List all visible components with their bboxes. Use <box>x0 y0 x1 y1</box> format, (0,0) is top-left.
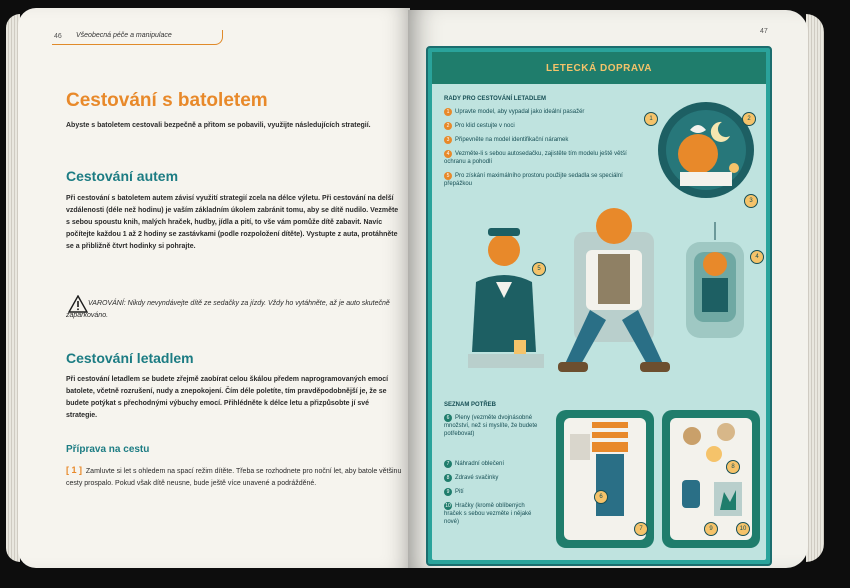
list-heading: SEZNAM POTŘEB <box>444 402 497 408</box>
plane-heading: Cestování letadlem <box>66 350 194 366</box>
badge-7: 7 <box>634 522 648 536</box>
car-heading: Cestování autem <box>66 168 179 184</box>
panel-title: LETECKÁ DOPRAVA <box>545 63 653 74</box>
badge-9: 9 <box>704 522 718 536</box>
tip-item: 3 Připevněte na model identifikační náramek <box>444 136 654 144</box>
suitcase-illustration <box>554 402 762 552</box>
passenger-illustration <box>544 202 684 382</box>
air-travel-infographic <box>426 46 772 566</box>
tip-item: 2 Pro klid cestujte v noci <box>444 122 654 130</box>
right-page-edges <box>806 14 824 562</box>
tips-heading: RADY PRO CESTOVÁNÍ LETADLEM <box>444 96 547 102</box>
badge-1: 1 <box>644 112 658 126</box>
list-item: 8 Zdravé svačinky <box>444 474 554 482</box>
badge-8: 8 <box>726 460 740 474</box>
badge-5: 5 <box>532 262 546 276</box>
page-number-left: 46 <box>54 33 62 40</box>
badge-3: 3 <box>744 194 758 208</box>
right-page <box>408 10 808 568</box>
car-seat-illustration <box>680 222 750 342</box>
badge-4: 4 <box>750 250 764 264</box>
list-item: 10 Hračky (kromě oblíbených hraček s sebou vezměte i nějaké nové) <box>444 503 532 525</box>
page-title: Cestování s batoletem <box>66 90 268 111</box>
badge-10: 10 <box>736 522 750 536</box>
porthole-illustration <box>654 98 758 202</box>
open-book <box>6 4 846 582</box>
list-item: 6 Pleny (vezměte dvojnásobné množství, než si myslíte, že budete potřebovat) <box>444 415 538 437</box>
tip-item: 4 Vezměte-li s sebou autosedačku, zajistěte tím modelu ještě větší ochranu a pohodlí <box>444 151 627 165</box>
badge-6: 6 <box>594 490 608 504</box>
list-item: 7 Náhradní oblečení <box>444 460 554 468</box>
running-header: Všeobecná péče a manipulace <box>76 32 172 39</box>
left-page <box>18 8 410 568</box>
warning-text: VAROVÁNÍ: Nikdy nevyndávejte dítě ze sedačky za jízdy. Vždy ho vytáhněte, až je auto skutečně zaparkováno. <box>66 300 390 319</box>
badge-2: 2 <box>742 112 756 126</box>
prep-paragraph: [ 1 ] Zamluvte si let s ohledem na spací režim dítěte. Třeba se rozhodnete pro noční let, aby batole většinu cesty prospalo. Pokud však dítě neusne, bude ještě více unavené a podrážděné. <box>66 465 402 487</box>
flight-attendant-illustration <box>456 222 556 372</box>
panel-title-bar <box>432 52 766 84</box>
car-paragraph: Při cestování s batoletem autem závisí využití strategií zcela na délce výletu. Při cestování na delší vzdálenosti (déle než hodinu) je vaším základním úkolem zabránit tomu, aby se dítě nudilo. Vezměte s sebou spoustu knih, malých hraček, hudby, jídla a pití, to vše vám pomůže dítě zabavit. Navíc počítejte každou 1 až 2 hodiny se zastávkami (podle rozpoložení dítěte). Vystupte z auta, protáhněte se a přibližně čtvrt hodinky si pohrajte. <box>66 195 399 250</box>
plane-paragraph: Při cestování letadlem se budete zřejmě zaobírat celou škálou předem naprogramovaných emocí batolete, včetně rozrušení, nudy a znepokojení. Čím déle poletíte, tím pravděpodobnější je, že se budete potýkat s přechodnými výbuchy emocí. Přihlédněte k délce letu a přizpůsobte jí své strategie. <box>66 376 389 419</box>
page-number-right: 47 <box>760 28 768 35</box>
list-item: 9 Pití <box>444 488 554 496</box>
tip-item: 1 Upravte model, aby vypadal jako ideální pasažér <box>444 108 654 116</box>
prep-heading: Příprava na cestu <box>66 444 150 455</box>
intro-paragraph: Abyste s batoletem cestovali bezpečně a přitom se pobavili, využijte následujících strategií. <box>66 122 371 129</box>
tip-item: 5 Pro získání maximálního prostoru použijte sedadla se speciální přepážkou <box>444 173 623 187</box>
